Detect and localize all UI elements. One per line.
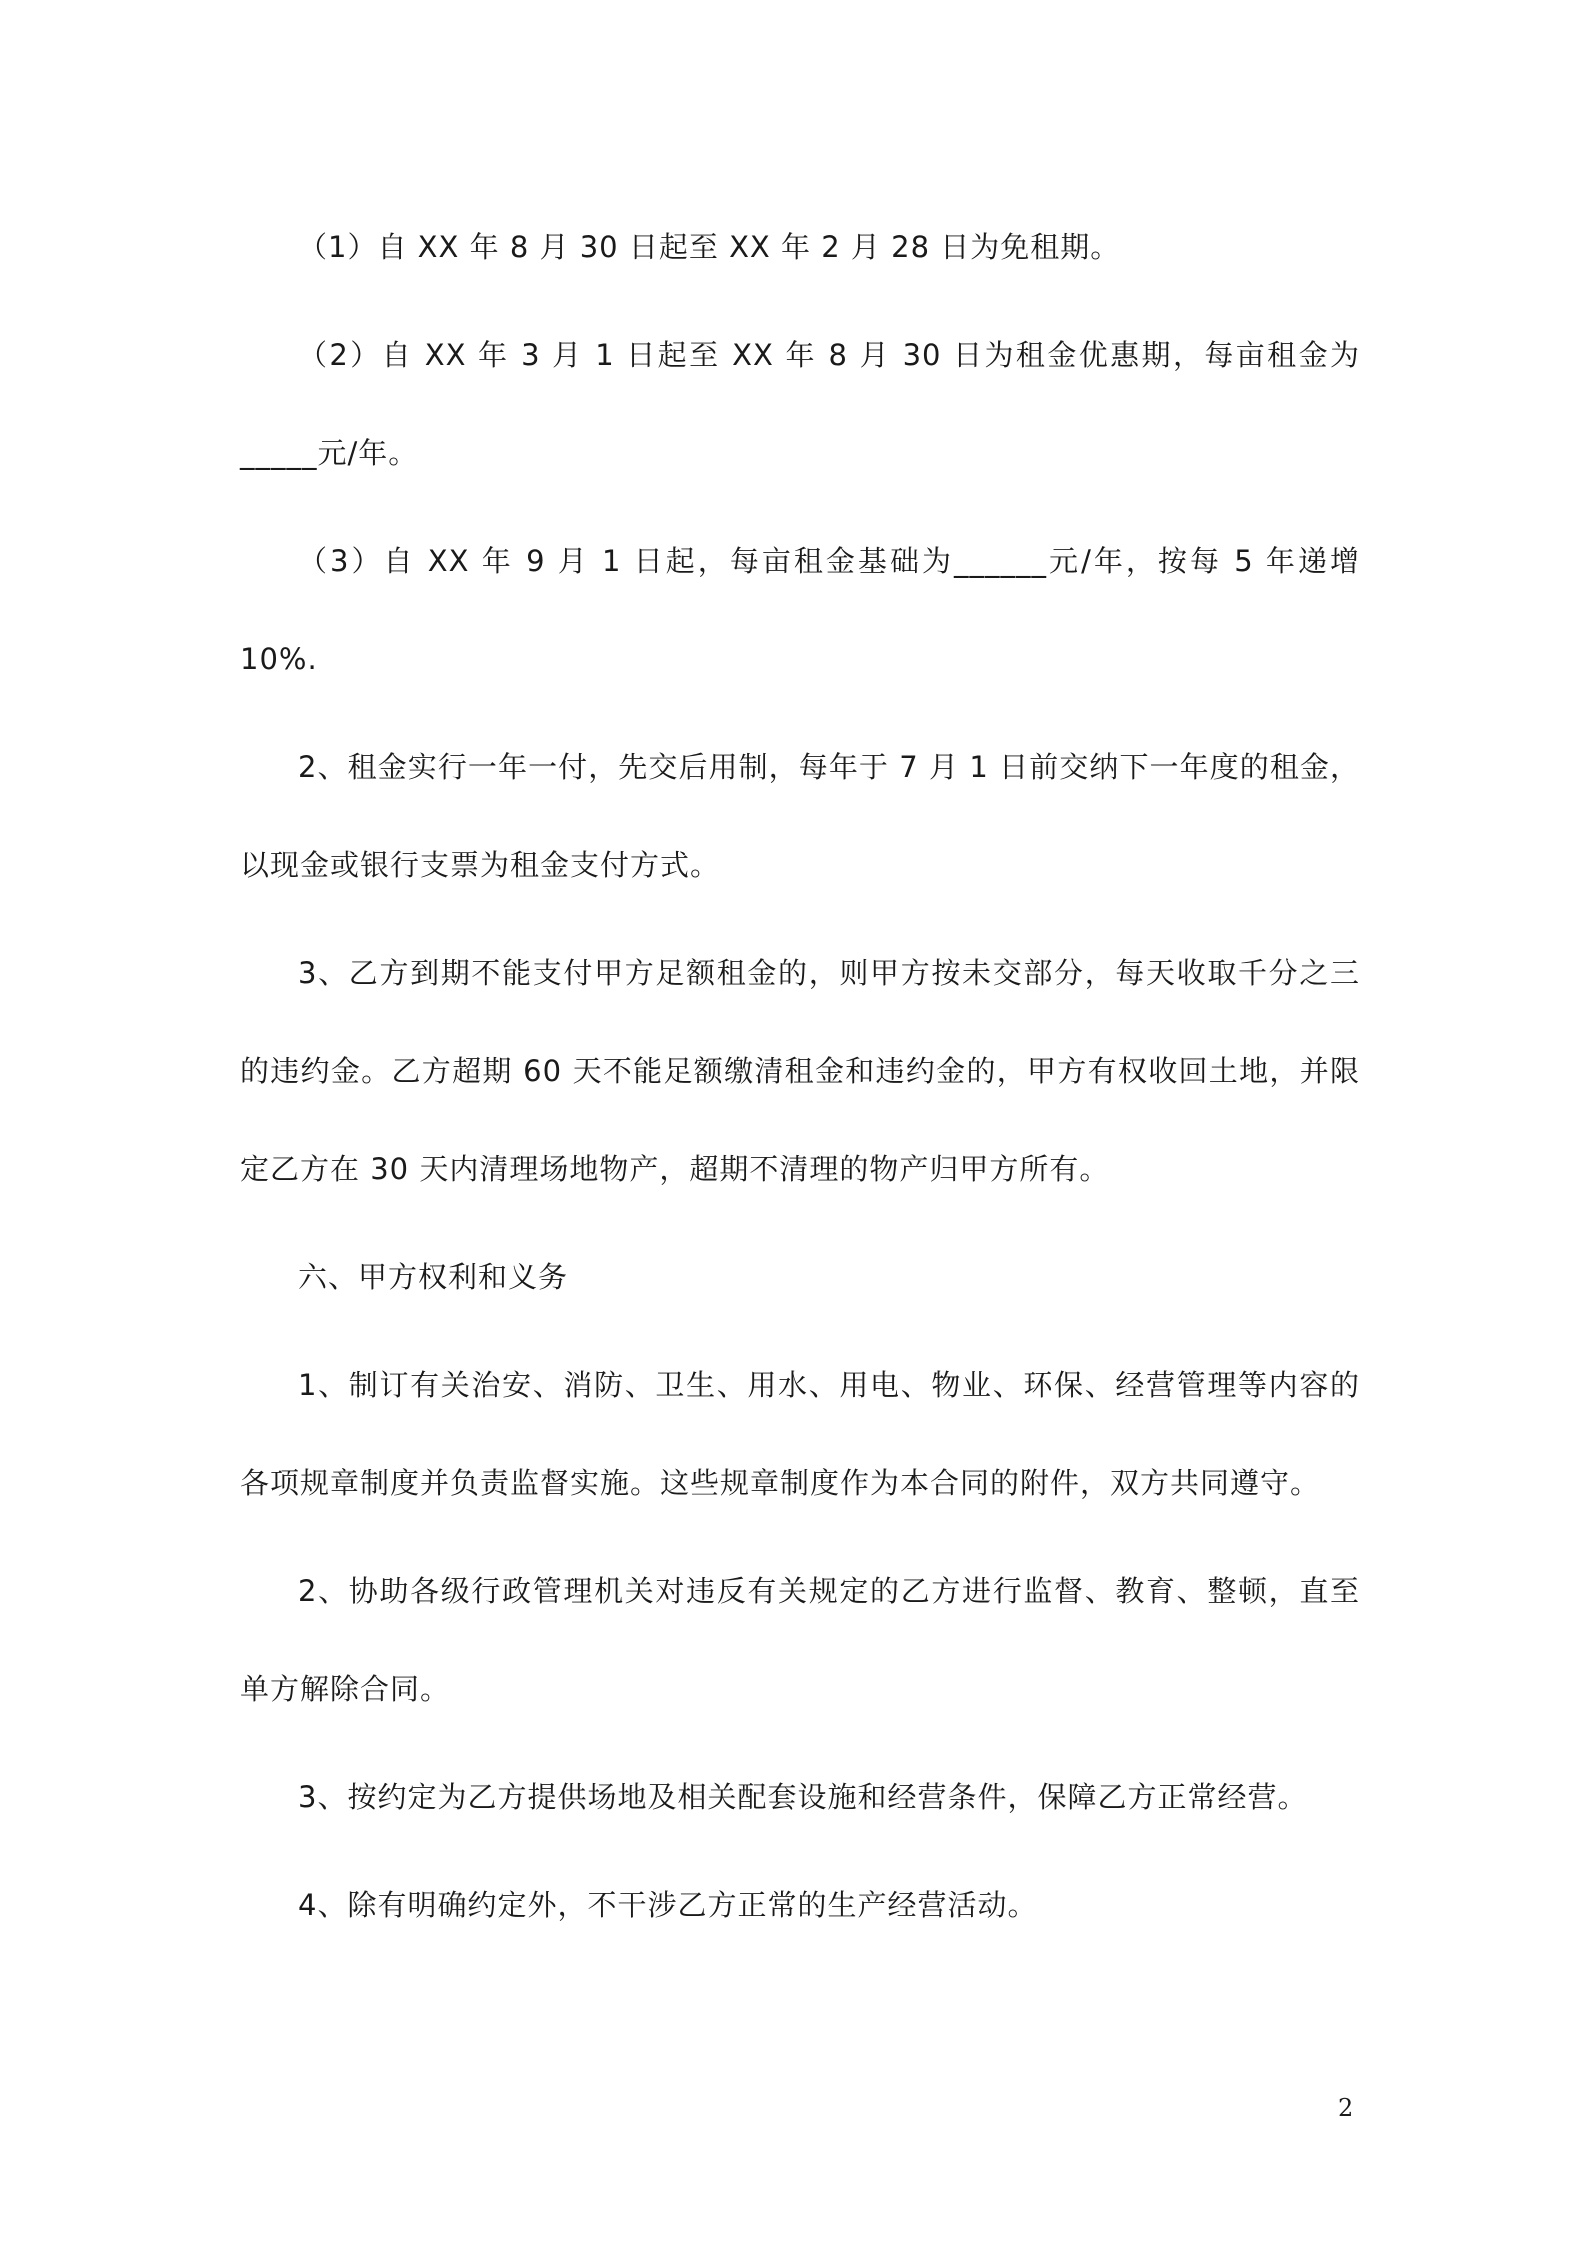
section-heading-party-a-rights: 六、甲方权利和义务	[298, 1260, 569, 1294]
rent-discount-period-clause: （2）自 XX 年 3 月 1 日起至 XX 年 8 月 30 日为租金优惠期，每亩租金为_____元/年。	[240, 338, 1360, 470]
party-a-duty-1: 1、制订有关治安、消防、卫生、用水、用电、物业、环保、经营管理等内容的各项规章制度并负责监督实施。这些规章制度作为本合同的附件，双方共同遵守。	[240, 1368, 1360, 1500]
rent-free-period-clause: （1）自 XX 年 8 月 30 日起至 XX 年 2 月 28 日为免租期。	[298, 230, 1121, 264]
late-payment-clause: 3、乙方到期不能支付甲方足额租金的，则甲方按未交部分，每天收取千分之三的违约金。乙方超期 60 天不能足额缴清租金和违约金的，甲方有权收回土地，并限定乙方在 30 天内清理场地物产，超期不清理的物产归甲方所有。	[240, 956, 1360, 1186]
party-a-duty-4: 4、除有明确约定外，不干涉乙方正常的生产经营活动。	[298, 1888, 1038, 1922]
party-a-duty-3: 3、按约定为乙方提供场地及相关配套设施和经营条件，保障乙方正常经营。	[298, 1780, 1308, 1814]
page-number: 2	[1338, 2094, 1354, 2122]
annual-payment-clause: 2、租金实行一年一付，先交后用制，每年于 7 月 1 日前交纳下一年度的租金，以现金或银行支票为租金支付方式。	[240, 750, 1360, 882]
base-rent-clause: （3）自 XX 年 9 月 1 日起，每亩租金基础为______元/年，按每 5 年递增 10%.	[240, 544, 1360, 676]
document-body	[240, 198, 1360, 1964]
party-a-duty-2: 2、协助各级行政管理机关对违反有关规定的乙方进行监督、教育、整顿，直至单方解除合同。	[240, 1574, 1360, 1706]
